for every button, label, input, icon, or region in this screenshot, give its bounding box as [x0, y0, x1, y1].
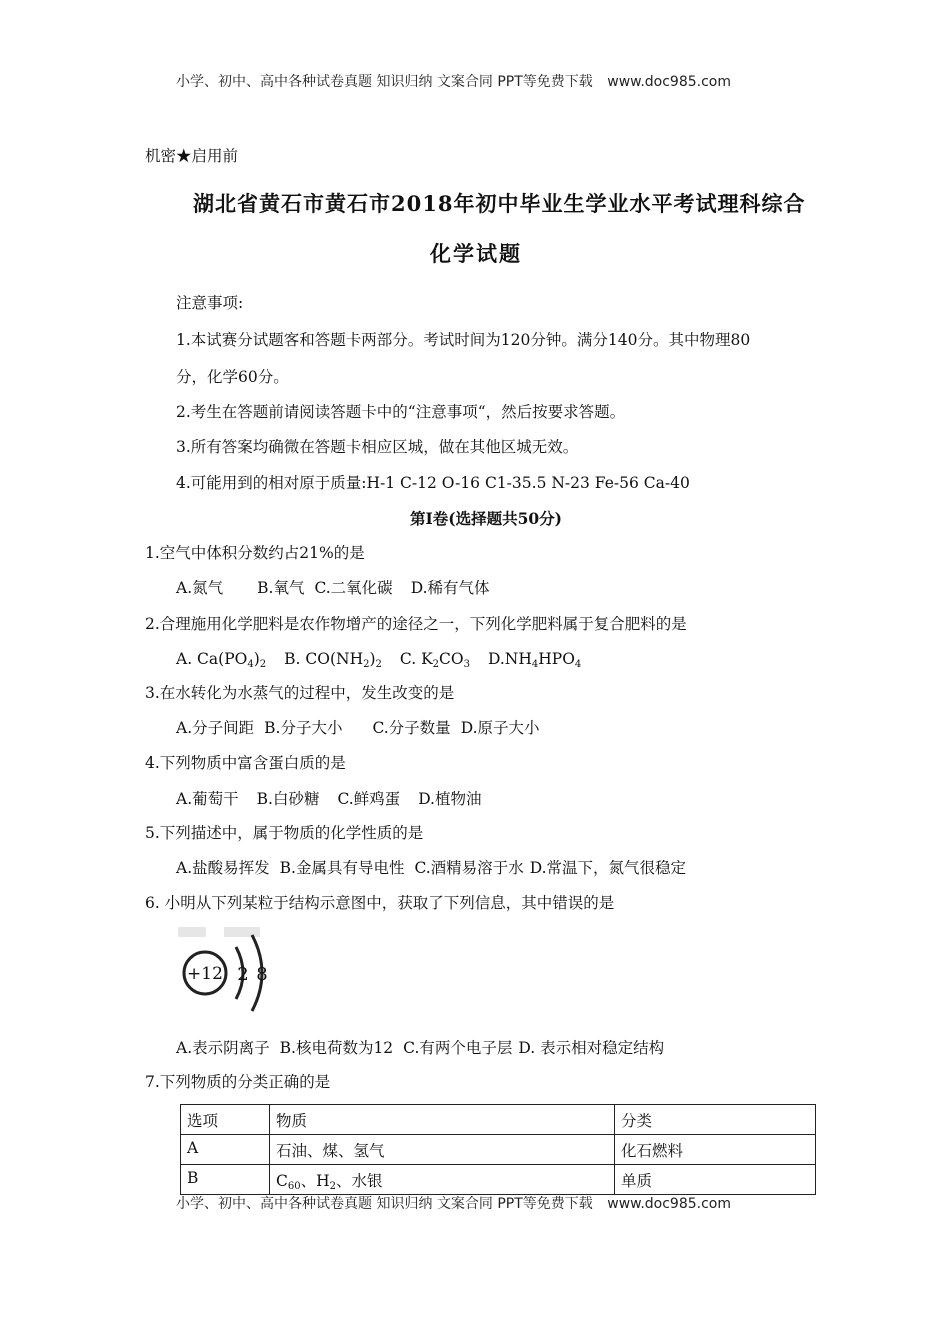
- q2-options: [176, 652, 581, 668]
- q2-stem: 2.合理施用化学肥料是农作物增产的途径之一，下列化学肥料属于复合肥料的是: [145, 615, 687, 633]
- page-footer: [176, 1193, 731, 1213]
- notice-item-2: 2.考生在答题前请阅读答题卡中的“注意事项“，然后按要求答题。: [176, 403, 626, 421]
- q3-stem: 3.在水转化为水蒸气的过程中，发生改变的是: [145, 684, 455, 702]
- diagram-faded-label-1: [178, 927, 206, 937]
- q6-stem: 6. 小明从下列某粒于结构示意图中，获取了下列信息，其中错误的是: [145, 894, 615, 912]
- q3-option-a: A.分子间距: [176, 719, 255, 737]
- q6-option-d: D. 表示相对稳定结构: [518, 1039, 665, 1057]
- q5-option-c: C.酒精易溶于水: [414, 859, 524, 877]
- q1-stem: 1.空气中体积分数约占21%的是: [145, 544, 365, 562]
- page-title: 湖北省黄石市黄石市2018年初中毕业生学业水平考试理科综合: [193, 191, 806, 216]
- q5-option-a: A.盐酸易挥发: [176, 859, 270, 877]
- q5-stem: 5.下列描述中，属于物质的化学性质的是: [145, 824, 424, 842]
- notice-item-4: 4.可能用到的相对原于质量:H-1 C-12 O-16 C1-35.5 N-23 Fe-56 Ca-40: [176, 474, 690, 492]
- q7-stem: 7.下列物质的分类正确的是: [145, 1073, 331, 1091]
- table-cell-substance: 石油、煤、氢气: [270, 1135, 615, 1165]
- q4-option-d: D.植物油: [418, 790, 482, 808]
- notice-heading: 注意事项:: [176, 294, 244, 312]
- q6-option-a: A.表示阴离子: [176, 1039, 270, 1057]
- section-title: 第I卷(选择题共50分): [410, 509, 562, 528]
- q4-option-c: C.鲜鸡蛋: [337, 790, 401, 808]
- table-cell-option: B: [181, 1165, 270, 1195]
- q2-option-c: C. $K_2CO_3$: [399, 650, 470, 670]
- nucleus-charge: +12: [187, 964, 223, 984]
- notice-item-1-cont: 分，化学60分。: [176, 368, 289, 386]
- atomic-structure-diagram: [176, 925, 286, 1017]
- page-header: [176, 71, 731, 91]
- table-cell-category: 化石燃料: [615, 1135, 816, 1165]
- shell-2-electrons: 8: [256, 964, 268, 985]
- q3-option-d: D.原子大小: [460, 719, 540, 737]
- q1-option-d: D.稀有气体: [410, 579, 490, 597]
- q3-options: [176, 721, 540, 737]
- table-row: [181, 1135, 816, 1165]
- notice-item-3: 3.所有答案均确微在答题卡相应区城，做在其他区城无效。: [176, 438, 579, 456]
- q5-option-d: D.常温下，氮气很稳定: [529, 859, 687, 877]
- q4-options: [176, 792, 482, 808]
- table-cell-option: A: [181, 1135, 270, 1165]
- header-text: 小学、初中、高中各种试卷真题 知识归纳 文案合同 PPT等免费下载: [176, 74, 593, 90]
- q1-option-a: A.氮气: [176, 579, 224, 597]
- q1-options: [176, 581, 490, 597]
- table-cell-substance: $C_{60}$、$H_2$、水银: [270, 1165, 615, 1195]
- table-header-substance: 物质: [270, 1105, 615, 1135]
- q2-option-a: A. $Ca(PO_4)_2$: [176, 650, 267, 670]
- table-header-row: [181, 1105, 816, 1135]
- q4-stem: 4.下列物质中富含蛋白质的是: [145, 754, 346, 772]
- q3-option-b: B.分子大小: [264, 719, 343, 737]
- q5-options: [176, 861, 686, 877]
- q3-option-c: C.分子数量: [372, 719, 451, 737]
- q5-option-b: B.金属具有导电性: [279, 859, 405, 877]
- q4-option-b: B.白砂糖: [256, 790, 320, 808]
- table-cell-category: 单质: [615, 1165, 816, 1195]
- table-header-option: 选项: [181, 1105, 270, 1135]
- q4-option-a: A.葡萄干: [176, 790, 239, 808]
- shell-1-electrons: 2: [237, 964, 249, 985]
- q2-option-b: B. $CO(NH_2)_2$: [284, 650, 382, 670]
- secret-mark: 机密★启用前: [145, 147, 239, 165]
- header-site[interactable]: www.doc985.com: [607, 74, 731, 90]
- page-subtitle: 化学试题: [430, 241, 522, 266]
- table-header-category: 分类: [615, 1105, 816, 1135]
- q6-option-b: B.核电荷数为12: [279, 1039, 394, 1057]
- q1-option-c: C.二氧化碳: [314, 579, 393, 597]
- q1-option-b: B.氧气: [257, 579, 305, 597]
- footer-site[interactable]: www.doc985.com: [607, 1196, 731, 1212]
- q6-options: [176, 1041, 664, 1057]
- q6-option-c: C.有两个电子层: [403, 1039, 513, 1057]
- footer-text: 小学、初中、高中各种试卷真题 知识归纳 文案合同 PPT等免费下载: [176, 1196, 593, 1212]
- q2-option-d: $D.NH_4HPO_4$: [488, 650, 582, 670]
- diagram-faded-label-2: [224, 927, 260, 937]
- table-row: [181, 1165, 816, 1195]
- notice-item-1: 1.本试赛分试题客和答题卡两部分。考试时间为120分钟。满分140分。其中物理80: [176, 331, 751, 349]
- classification-table: [180, 1104, 816, 1195]
